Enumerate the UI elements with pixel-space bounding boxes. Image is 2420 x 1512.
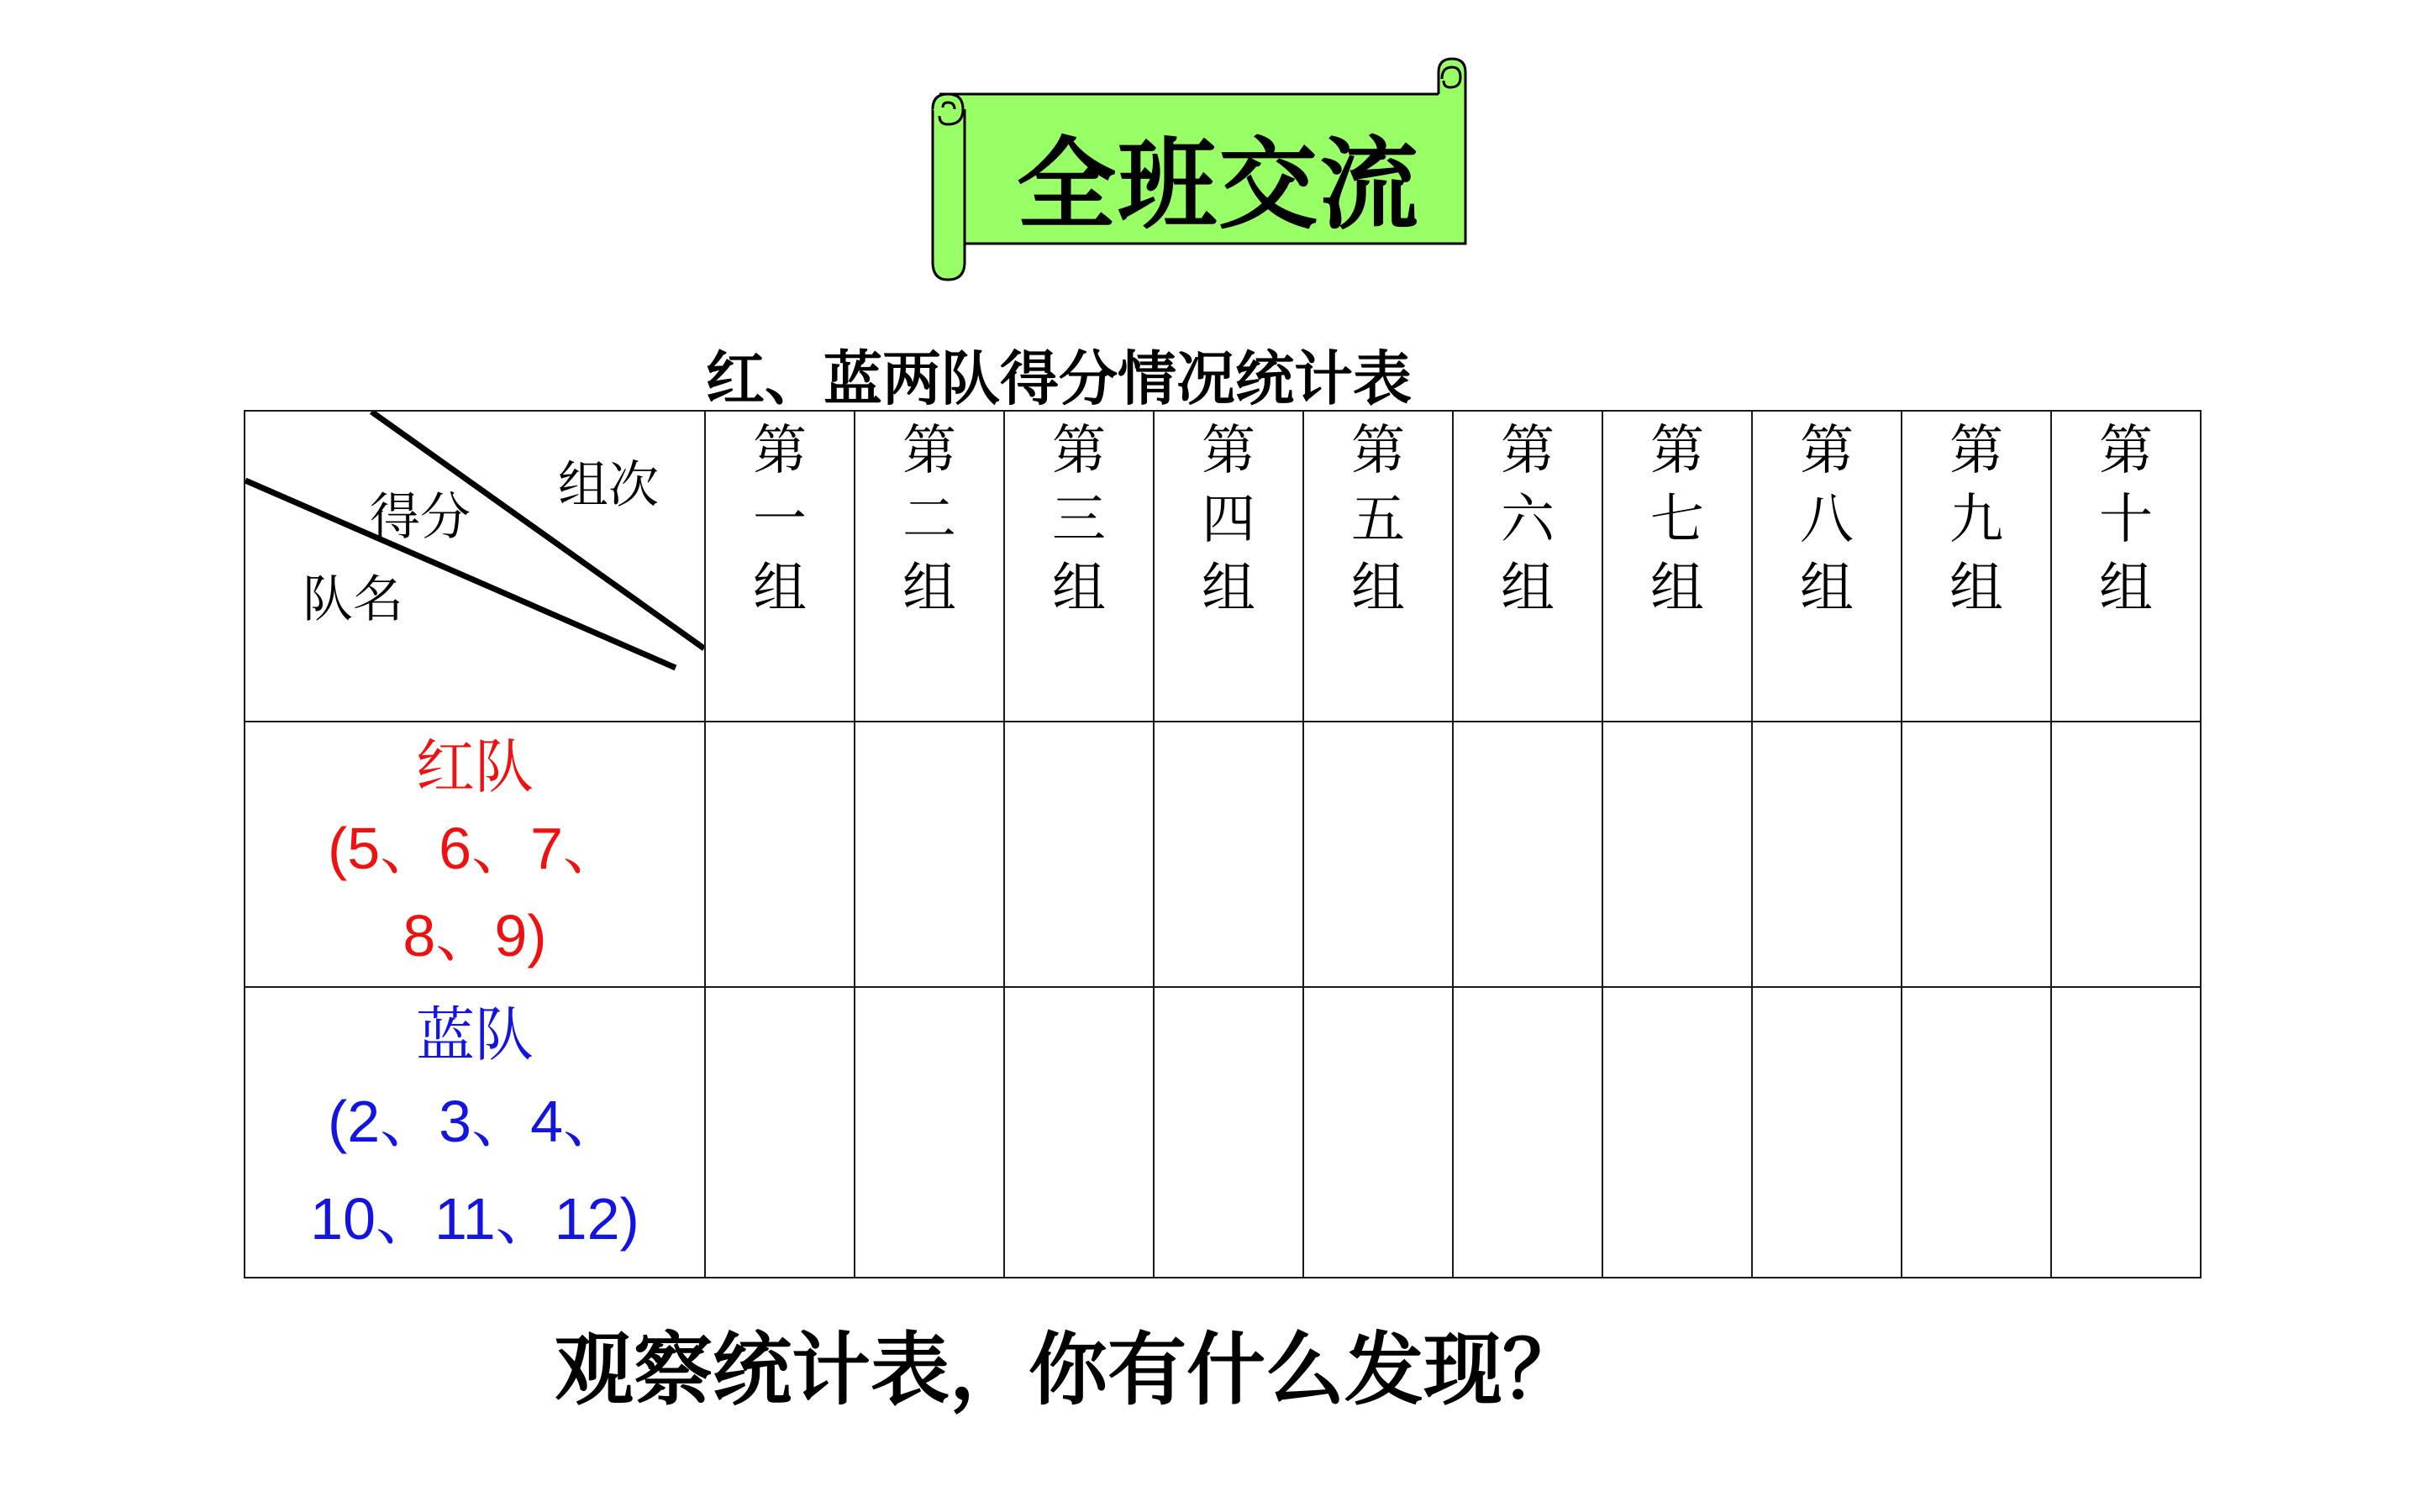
table-title: 红、蓝两队得分情况统计表 (706, 344, 1412, 413)
score-cell[interactable] (1453, 722, 1602, 987)
score-cell[interactable] (705, 722, 855, 987)
red-team-members-line1: (5、6、7、 (327, 816, 623, 881)
corner-label-group: 组次 (558, 456, 659, 515)
score-cell[interactable] (1602, 987, 1752, 1278)
red-team-members-line2: 8、9) (402, 903, 547, 969)
question-prompt: 观察统计表，你有什么发现？ (555, 1324, 1582, 1416)
score-cell[interactable] (2051, 987, 2201, 1278)
red-team-cell (245, 722, 705, 987)
group-header: 第 七 组 (1602, 411, 1752, 722)
score-cell[interactable] (855, 987, 1004, 1278)
score-cell[interactable] (855, 722, 1004, 987)
group-header: 第 二 组 (855, 411, 1004, 722)
blue-team-name: 蓝队 (416, 1000, 534, 1069)
score-cell[interactable] (2051, 722, 2201, 987)
corner-label-team: 队名 (302, 570, 403, 629)
group-header: 第 十 组 (2051, 411, 2201, 722)
group-header: 第 三 组 (1004, 411, 1154, 722)
table-row-blue-team (245, 987, 2201, 1278)
score-cell[interactable] (1453, 987, 1602, 1278)
score-cell[interactable] (1303, 987, 1453, 1278)
table-row-red-team (245, 722, 2201, 987)
score-cell[interactable] (1752, 987, 1902, 1278)
banner-title: 全班交流 (1016, 127, 1420, 243)
score-table (244, 410, 2202, 1278)
score-cell[interactable] (1004, 722, 1154, 987)
score-cell[interactable] (1004, 987, 1154, 1278)
score-cell[interactable] (1902, 722, 2051, 987)
group-header: 第 一 组 (705, 411, 855, 722)
blue-team-members-line2: 10、11、12) (310, 1186, 639, 1252)
score-cell[interactable] (1154, 987, 1303, 1278)
group-header: 第 八 组 (1752, 411, 1902, 722)
group-header: 第 六 组 (1453, 411, 1602, 722)
score-cell[interactable] (1902, 987, 2051, 1278)
table-header-row (245, 411, 2201, 722)
corner-label-score: 得分 (370, 488, 471, 547)
group-header: 第 九 组 (1902, 411, 2051, 722)
blue-team-cell (245, 987, 705, 1278)
score-cell[interactable] (705, 987, 855, 1278)
blue-team-members-line1: (2、3、4、 (327, 1089, 623, 1154)
score-cell[interactable] (1752, 722, 1902, 987)
group-header: 第 四 组 (1154, 411, 1303, 722)
score-cell[interactable] (1303, 722, 1453, 987)
diagonal-header-cell (245, 411, 705, 722)
score-cell[interactable] (1154, 722, 1303, 987)
group-header: 第 五 组 (1303, 411, 1453, 722)
red-team-name: 红队 (416, 732, 534, 801)
score-cell[interactable] (1602, 722, 1752, 987)
